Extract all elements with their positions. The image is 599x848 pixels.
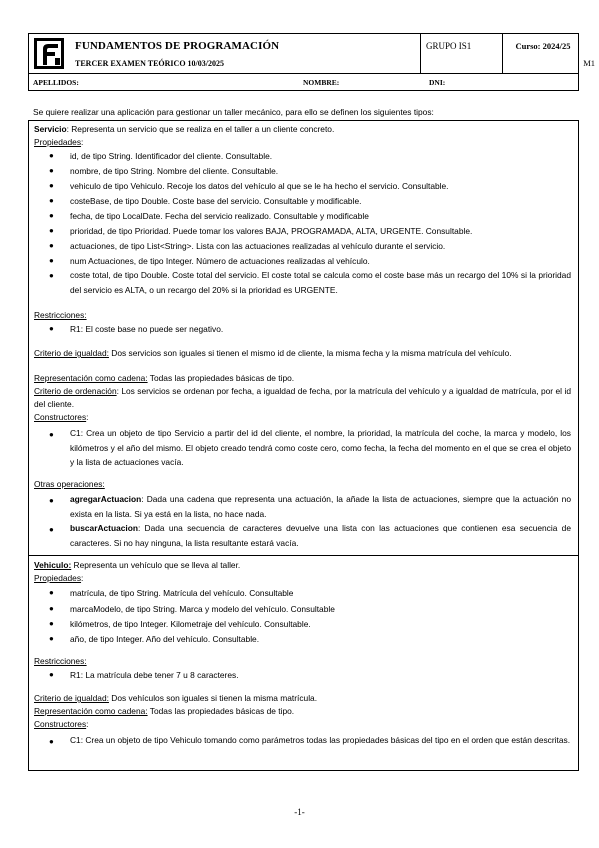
list-item: R1: El coste base no puede ser negativo. — [70, 324, 224, 334]
orden-text: : Los servicios se ordenan por fecha, a igualdad de fecha, por la matrícula del vehículo y a igualdad de matrícula, por el id del cliente. — [34, 386, 571, 409]
vehiculo-props-heading — [34, 573, 572, 584]
list-item: año, de tipo Integer. Año del vehículo. Consultable. — [70, 634, 260, 644]
op-text: : Dada una cadena que representa una actuación, la añade la lista de actuaciones, siempre que la actuación no exista en la lista. Si ya está en la lista, no hace nada. — [70, 494, 571, 519]
vehiculo-restr-heading: Restricciones: — [34, 656, 87, 666]
list-item: C1: Crea un objeto de tipo Servicio a partir del id del cliente, el nombre, la prioridad, la matrícula del coche, la marca y modelo, los kilómetros y el año del mismo. El objeto creado tendrá como coste cero, como fecha, la fecha del momento en el que se crea el objeto y la lista de actuaciones vacía. — [70, 428, 571, 467]
servicio-orden — [34, 385, 571, 411]
bullet-icon: ● — [49, 271, 54, 280]
list-item: R1: La matrícula debe tener 7 u 8 caracteres. — [70, 670, 239, 680]
course-title: FUNDAMENTOS DE PROGRAMACIÓN — [75, 40, 280, 52]
constr-label: Constructores — [34, 719, 87, 729]
servicio-cadena — [34, 373, 572, 384]
vehiculo-constr-heading — [34, 719, 572, 730]
servicio-name: Servicio — [34, 124, 67, 134]
igualdad-label: Criterio de igualdad: — [34, 348, 109, 358]
op-text: : Dada una secuencia de caracteres devuelve una lista con las actuaciones que contienen esa secuencia de caracteres. Si no hay ninguna, la lista resultante estará vacía. — [70, 523, 571, 548]
exam-header — [28, 33, 595, 74]
bullet-icon: ● — [49, 496, 54, 505]
exam-subtitle: TERCER EXAMEN TEÓRICO 10/03/2025 — [75, 59, 224, 68]
cadena-text: Todas las propiedades básicas de tipo. — [147, 706, 295, 716]
list-item: nombre, de tipo String. Nombre del cliente. Consultable. — [70, 166, 279, 176]
constr-label: Constructores — [34, 412, 87, 422]
bullet-icon: ● — [49, 604, 54, 613]
list-item: vehiculo de tipo Vehiculo. Recoje los datos del vehículo al que se le ha hecho el servicio. Consultable. — [70, 181, 449, 191]
props-label: Propiedades — [34, 137, 82, 147]
servicio-props-heading — [34, 137, 572, 148]
igualdad-label: Criterio de igualdad: — [34, 693, 109, 703]
vehiculo-heading — [34, 560, 572, 571]
list-item: prioridad, de tipo Prioridad. Puede tomar los valores BAJA, PROGRAMADA, ALTA, URGENTE. Consultable. — [70, 226, 473, 236]
page-number: -1- — [294, 807, 305, 817]
cadena-label: Representación como cadena: — [34, 706, 148, 716]
header-divider — [420, 34, 421, 73]
apellidos-label: APELLIDOS: — [33, 78, 79, 87]
bullet-icon: ● — [49, 226, 54, 235]
group-label: GRUPO IS1 — [426, 41, 472, 51]
otras-operaciones-heading: Otras operaciones: — [34, 479, 105, 489]
bullet-icon: ● — [49, 634, 54, 643]
servicio-heading — [34, 124, 572, 135]
list-item: coste total, de tipo Double. Coste total del servicio. El coste total se calcula como el coste base más un recargo del 10% si la prioridad del servicio es ALTA, o un recargo del 20% si la prioridad es URGENTE. — [70, 270, 571, 295]
bullet-icon: ● — [49, 588, 54, 597]
vehiculo-igualdad — [34, 693, 572, 704]
list-item: id, de tipo String. Identificador del cliente. Consultable. — [70, 151, 273, 161]
colon: : — [86, 412, 89, 422]
bullet-icon: ● — [49, 619, 54, 628]
bullet-icon: ● — [49, 324, 54, 333]
intro-text: Se quiere realizar una aplicación para gestionar un taller mecánico, para ello se definen los siguientes tipos: — [33, 107, 434, 117]
bullet-icon: ● — [49, 166, 54, 175]
op-name: agregarActuacion — [70, 494, 142, 504]
list-item: num Actuaciones, de tipo Integer. Número de actuaciones realizadas al vehículo. — [70, 256, 370, 266]
list-item — [70, 492, 571, 521]
bullet-icon: ● — [49, 196, 54, 205]
bullet-icon: ● — [49, 737, 54, 746]
colon: : — [81, 573, 84, 583]
igualdad-text: Dos servicios son iguales si tienen el mismo id de cliente, la misma fecha y la misma matrícula del vehículo. — [108, 348, 512, 358]
servicio-constr-heading — [34, 412, 572, 423]
student-info-row — [28, 74, 579, 91]
bullet-icon: ● — [49, 241, 54, 250]
bullet-icon: ● — [49, 181, 54, 190]
bullet-icon: ● — [49, 211, 54, 220]
list-item: marcaModelo, de tipo String. Marca y modelo del vehículo. Consultable — [70, 604, 335, 614]
course-year: Curso: 2024/25 — [515, 41, 571, 51]
servicio-desc: : Representa un servicio que se realiza en el taller a un cliente concreto. — [66, 124, 335, 134]
bullet-icon: ● — [49, 430, 54, 439]
bullet-icon: ● — [49, 151, 54, 160]
colon: : — [81, 137, 84, 147]
list-item: kilómetros, de tipo Integer. Kilometraje del vehículo. Consultable. — [70, 619, 311, 629]
bullet-icon: ● — [49, 525, 54, 534]
cadena-text: Todas las propiedades básicas de tipo. — [147, 373, 295, 383]
module-label: M1 — [583, 58, 595, 68]
list-item: fecha, de tipo LocalDate. Fecha del servicio realizado. Consultable y modificable — [70, 211, 369, 221]
list-item: actuaciones, de tipo List<String>. Lista con las actuaciones realizadas al vehículo durante el servicio. — [70, 241, 446, 251]
dni-label: DNI: — [429, 78, 446, 87]
nombre-label: NOMBRE: — [303, 78, 340, 87]
servicio-section — [28, 120, 579, 556]
colon: : — [86, 719, 89, 729]
servicio-igualdad — [34, 347, 571, 360]
cadena-label: Representación como cadena: — [34, 373, 148, 383]
props-label: Propiedades — [34, 573, 82, 583]
list-item — [70, 521, 571, 550]
list-item: matrícula, de tipo String. Matrícula del vehículo. Consultable — [70, 588, 294, 598]
igualdad-text: Dos vehículos son iguales si tienen la misma matrícula. — [108, 693, 318, 703]
bullet-icon: ● — [49, 256, 54, 265]
vehiculo-name: Vehiculo: — [34, 560, 72, 570]
op-name: buscarActuacion — [70, 523, 138, 533]
vehiculo-cadena — [34, 706, 572, 717]
list-item: C1: Crea un objeto de tipo Vehiculo tomando como parámetros todas las propiedades básicas del tipo en el orden que están descritas. — [70, 735, 571, 745]
fp-logo-icon — [34, 38, 64, 69]
list-item: costeBase, de tipo Double. Coste base del servicio. Consultable y modificable. — [70, 196, 362, 206]
servicio-restr-heading: Restricciones: — [34, 310, 87, 320]
orden-label: Criterio de ordenación — [34, 386, 117, 396]
vehiculo-desc: Representa un vehículo que se lleva al taller. — [71, 560, 241, 570]
vehiculo-section — [28, 556, 579, 771]
bullet-icon: ● — [49, 670, 54, 679]
